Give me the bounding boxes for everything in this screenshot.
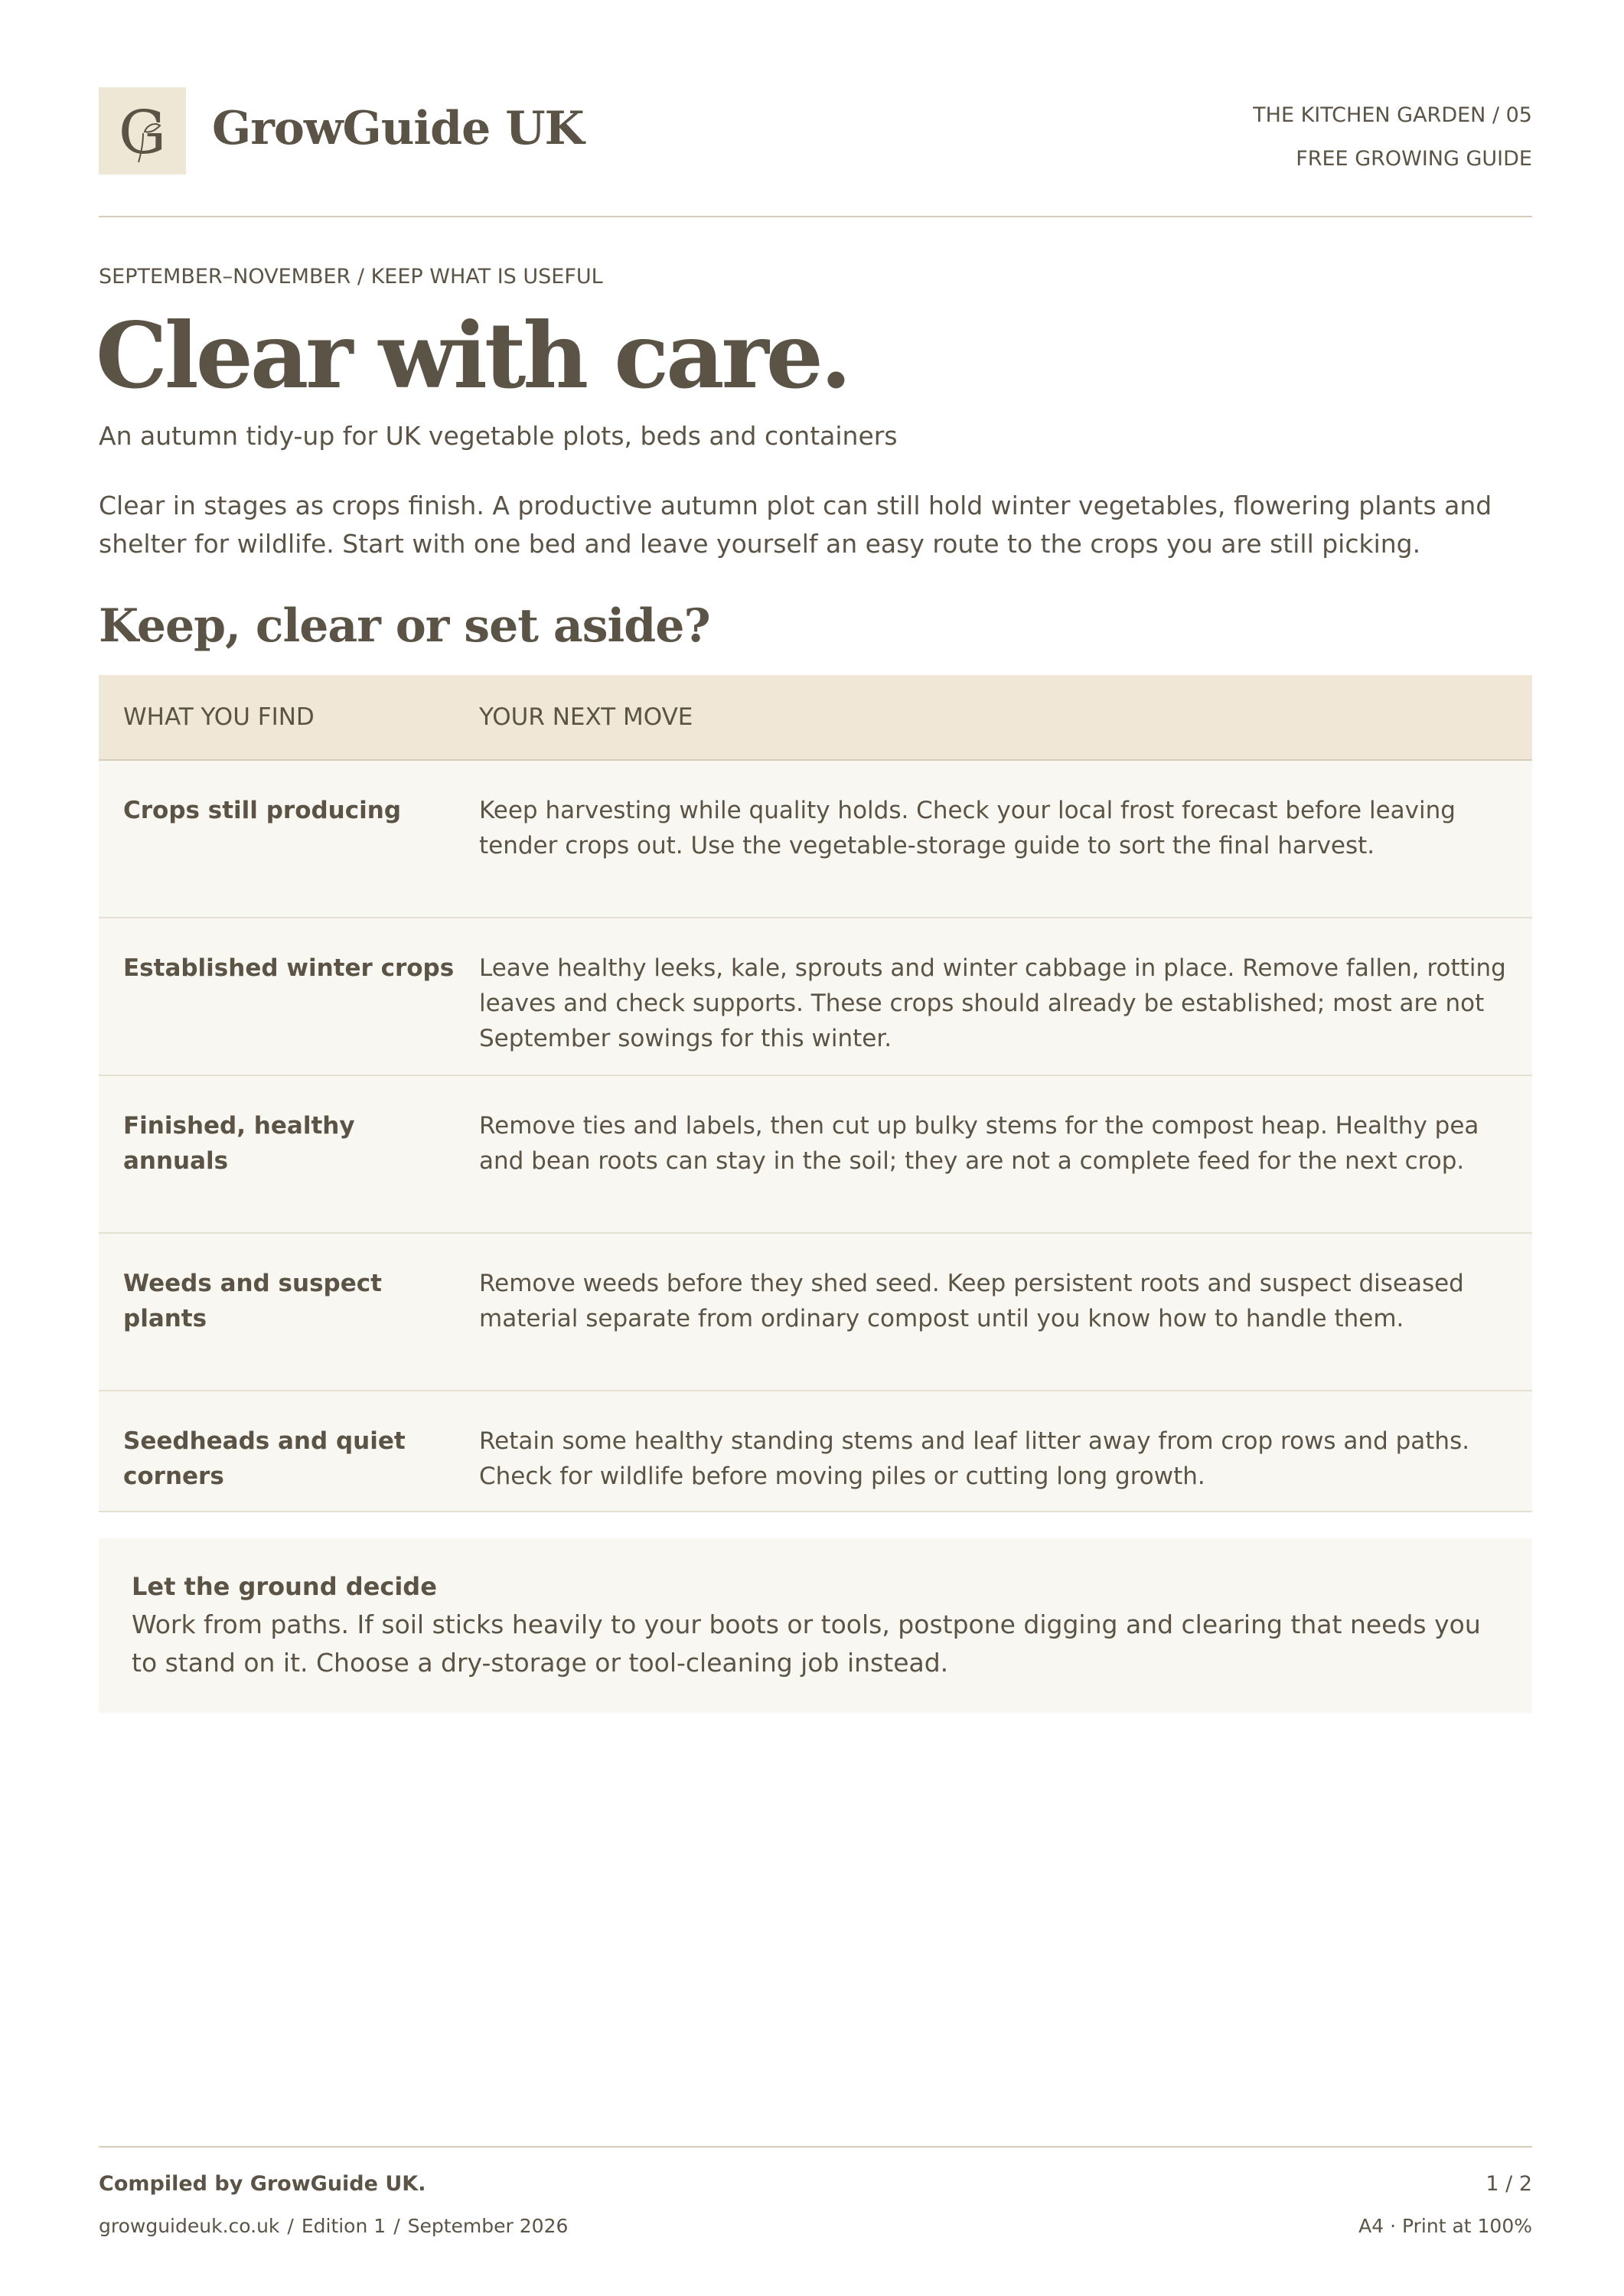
table-row xyxy=(99,1076,1532,1234)
row-find: Weeds and suspect plants xyxy=(123,1270,382,1332)
row-move: Remove weeds before they shed seed. Keep persistent roots and suspect diseased material separate from ordinary compost until you know how to handle them. xyxy=(479,1270,1464,1332)
kicker: SEPTEMBER–NOVEMBER / KEEP WHAT IS USEFUL xyxy=(99,265,603,289)
row-find: Established winter crops xyxy=(123,954,455,982)
row-find: Finished, healthy annuals xyxy=(123,1112,355,1175)
subtitle: An autumn tidy-up for UK vegetable plots, beds and containers xyxy=(99,421,898,451)
callout-box xyxy=(99,1538,1532,1713)
header-divider xyxy=(99,216,1532,217)
row-move: Remove ties and labels, then cut up bulky stems for the compost heap. Healthy pea and bean roots can stay in the soil; they are not a complete feed for the next crop. xyxy=(479,1112,1479,1175)
guide-type-label: FREE GROWING GUIDE xyxy=(1296,147,1532,171)
footer-date: September 2026 xyxy=(407,2215,569,2237)
table-header xyxy=(99,675,1532,761)
leaf-monogram-icon xyxy=(99,87,186,174)
callout-body: Work from paths. If soil sticks heavily to your boots or tools, postpone digging and clearing that needs you to stand on it. Choose a dry-storage or tool-cleaning job instead. xyxy=(132,1609,1481,1678)
footer-edition: Edition 1 xyxy=(301,2215,386,2237)
series-label: THE KITCHEN GARDEN / 05 xyxy=(1253,103,1532,127)
footer-compiled: Compiled by GrowGuide UK. xyxy=(99,2172,426,2196)
section-heading: Keep, clear or set aside? xyxy=(99,599,710,653)
table-row xyxy=(99,1234,1532,1391)
column-header-move: YOUR NEXT MOVE xyxy=(479,703,693,731)
table-row xyxy=(99,1391,1532,1512)
column-header-find: WHAT YOU FIND xyxy=(123,703,315,731)
page-title: Clear with care. xyxy=(96,302,849,409)
row-move: Leave healthy leeks, kale, sprouts and winter cabbage in place. Remove fallen, rotting leaves and check supports. These crops should already be established; most are not September sowings for this winter. xyxy=(479,954,1506,1052)
page-number: 1 / 2 xyxy=(1485,2172,1532,2196)
logo xyxy=(99,87,186,174)
row-find: Crops still producing xyxy=(123,797,402,824)
print-note: A4 · Print at 100% xyxy=(1358,2215,1532,2237)
row-move: Retain some healthy standing stems and leaf litter away from crop rows and paths. Check for wildlife before moving piles or cutting long growth. xyxy=(479,1427,1470,1490)
header-meta xyxy=(1253,93,1532,181)
footer-meta: growguideuk.co.uk / Edition 1 / September 2026 xyxy=(99,2215,569,2237)
footer-divider xyxy=(99,2146,1532,2148)
callout-title: Let the ground decide xyxy=(132,1572,437,1601)
brand-name: GrowGuide UK xyxy=(212,102,584,155)
row-move: Keep harvesting while quality holds. Check your local frost forecast before leaving tender crops out. Use the vegetable-storage guide to sort the final harvest. xyxy=(479,797,1456,859)
table-row xyxy=(99,918,1532,1076)
logo-letter: G xyxy=(118,99,167,168)
table-row xyxy=(99,761,1532,918)
lede-paragraph: Clear in stages as crops finish. A productive autumn plot can still hold winter vegetables, flowering plants and shelter for wildlife. Start with one bed and leave yourself an easy route to the crops you are still picking. xyxy=(99,491,1492,559)
footer-site-link[interactable]: growguideuk.co.uk xyxy=(99,2215,280,2237)
row-find: Seedheads and quiet corners xyxy=(123,1427,406,1490)
guidance-table xyxy=(99,675,1532,1512)
